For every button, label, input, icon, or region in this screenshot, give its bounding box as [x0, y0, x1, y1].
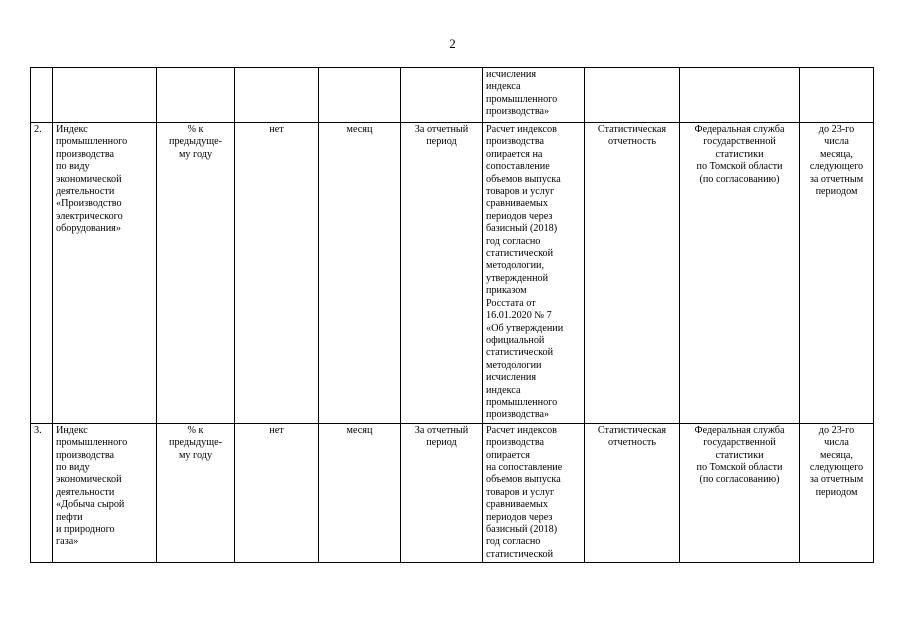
periodicity-cell: месяц	[319, 123, 401, 424]
method-cell: Расчет индексов производства опирается на сопоставление объемов выпуска товаров и услуг сравниваемых периодов через базисный (2018) год согласно статистической	[483, 423, 585, 562]
organization-cell: Федеральная служба государственной статистики по Томской области (по согласованию)	[680, 123, 800, 424]
table-row	[31, 68, 874, 123]
method-cell: Расчет индексов производства опирается на сопоставление объемов выпуска товаров и услуг сравниваемых периодов через базисный (2018) год согласно статистической методологии, утвержденной приказом Росстата от 16.01.2020 № 7 «Об утверждении официальной статистической методологии исчисления индекса промышленного производства»	[483, 123, 585, 424]
organization-cell	[680, 68, 800, 123]
unit-cell	[157, 68, 235, 123]
table-row	[31, 123, 874, 424]
source-cell: Статистическая отчетность	[585, 423, 680, 562]
organization-cell: Федеральная служба государственной статистики по Томской области (по согласованию)	[680, 423, 800, 562]
deadline-cell: до 23-го числа месяца, следующего за отчетным периодом	[800, 123, 874, 424]
periodicity-cell: месяц	[319, 423, 401, 562]
method-cell: исчисления индекса промышленного производства»	[483, 68, 585, 123]
periodicity-cell	[319, 68, 401, 123]
flag-cell: нет	[235, 423, 319, 562]
row-number: 3.	[31, 423, 53, 562]
indicators-table	[30, 67, 874, 563]
indicator-name	[53, 68, 157, 123]
source-cell: Статистическая отчетность	[585, 123, 680, 424]
row-number	[31, 68, 53, 123]
deadline-cell: до 23-го числа месяца, следующего за отчетным периодом	[800, 423, 874, 562]
deadline-cell	[800, 68, 874, 123]
period-type-cell: За отчетный период	[401, 123, 483, 424]
row-number: 2.	[31, 123, 53, 424]
period-type-cell	[401, 68, 483, 123]
unit-cell: % к предыдуще- му году	[157, 423, 235, 562]
table-row	[31, 423, 874, 562]
flag-cell: нет	[235, 123, 319, 424]
page-number: 2	[449, 36, 456, 51]
unit-cell: % к предыдуще- му году	[157, 123, 235, 424]
source-cell	[585, 68, 680, 123]
flag-cell	[235, 68, 319, 123]
indicator-name: Индекс промышленного производства по виду экономической деятельности «Добыча сырой пефти и природного газа»	[53, 423, 157, 562]
period-type-cell: За отчетный период	[401, 423, 483, 562]
indicator-name: Индекс промышленного производства по виду экономической деятельности «Производство электрического оборудования»	[53, 123, 157, 424]
